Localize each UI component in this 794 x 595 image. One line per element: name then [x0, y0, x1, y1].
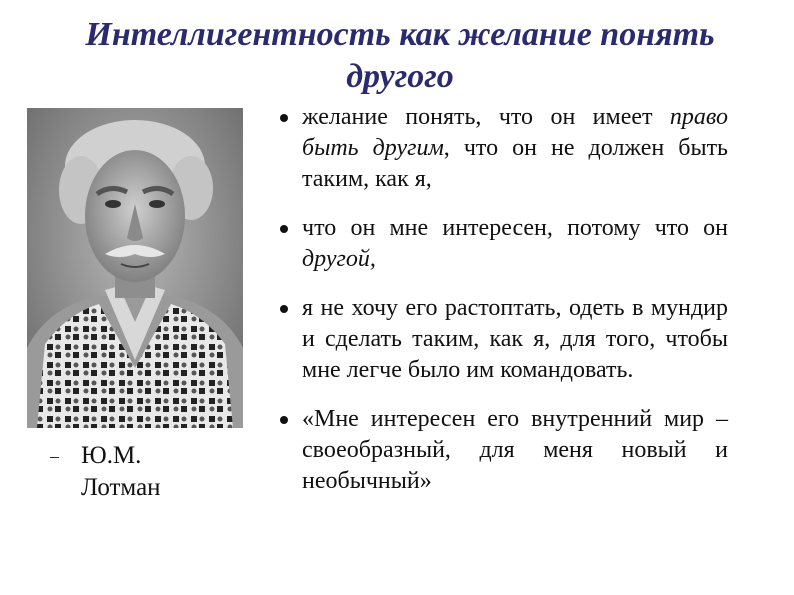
bullet-dot-icon	[280, 225, 288, 233]
caption-name-line1: Ю.М.	[81, 442, 142, 469]
bullet-dot-icon	[280, 114, 288, 122]
bullet-item	[280, 213, 728, 275]
caption-name-line2: Лотман	[81, 474, 161, 501]
bullet-dot-icon	[280, 305, 288, 313]
portrait-caption	[50, 440, 233, 504]
bullet-item	[280, 102, 728, 195]
slide-title: Интеллигентность как желание понять другого	[85, 16, 715, 95]
bullet-italic-text: право быть другим	[302, 104, 728, 161]
bullet-list	[280, 102, 728, 497]
bullet-text: что он мне интересен, потому что он	[302, 215, 728, 241]
bullet-text: я не хочу его растоптать, одеть в мундир и сделать таким, как я, для того, чтобы мне легче было им командовать.	[302, 295, 728, 383]
bullet-text-end: , что он не должен быть таким, как я,	[302, 135, 728, 192]
caption-dash: –	[50, 446, 59, 466]
bullet-italic-text: другой,	[302, 246, 376, 272]
bullet-text: желание понять, что он имеет	[302, 104, 670, 130]
bullet-item	[280, 293, 728, 386]
bullet-dot-icon	[280, 416, 288, 424]
bullet-item	[280, 404, 728, 497]
bullet-text: «Мне интересен его внутренний мир – своеобразный, для меня новый и необычный»	[302, 406, 728, 494]
portrait-photo	[27, 108, 243, 428]
